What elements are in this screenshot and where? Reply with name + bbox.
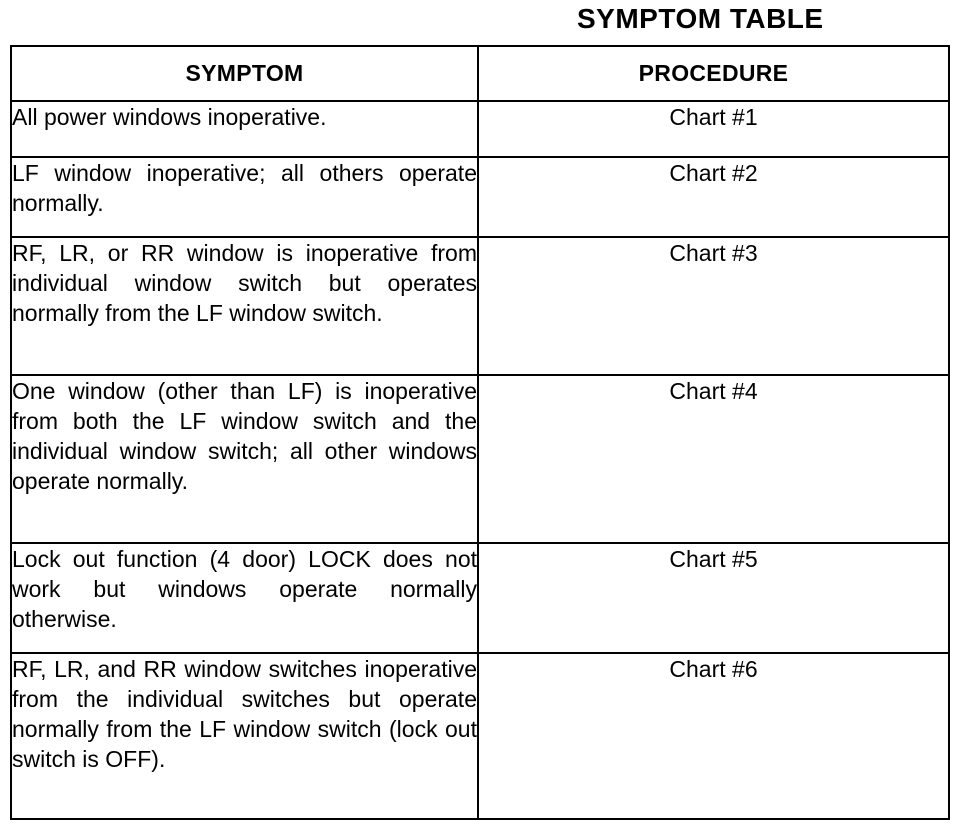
table-row [11, 653, 949, 819]
table-row [11, 375, 949, 543]
symptom-cell: All power windows inoperative. [11, 101, 478, 157]
procedure-cell: Chart #2 [478, 157, 949, 237]
header-row [11, 46, 949, 101]
procedure-column-header: PROCEDURE [478, 46, 949, 101]
procedure-cell: Chart #6 [478, 653, 949, 819]
procedure-cell: Chart #5 [478, 543, 949, 653]
table-row [11, 237, 949, 375]
symptom-table [10, 45, 950, 820]
table-row [11, 101, 949, 157]
table-row [11, 543, 949, 653]
procedure-cell: Chart #1 [478, 101, 949, 157]
procedure-cell: Chart #4 [478, 375, 949, 543]
symptom-cell: One window (other than LF) is inoperative from both the LF window switch and the individual window switch; all other windows operate normally. [11, 375, 478, 543]
page-title: SYMPTOM TABLE [577, 3, 824, 34]
table-row [11, 157, 949, 237]
symptom-cell: Lock out function (4 door) LOCK does not work but windows operate normally otherwise. [11, 543, 478, 653]
symptom-cell: RF, LR, and RR window switches inoperative from the individual switches but operate normally from the LF window switch (lock out switch is OFF). [11, 653, 478, 819]
symptom-cell: LF window inoperative; all others operate normally. [11, 157, 478, 237]
symptom-cell: RF, LR, or RR window is inoperative from individual window switch but operates normally from the LF window switch. [11, 237, 478, 375]
symptom-column-header: SYMPTOM [11, 46, 478, 101]
procedure-cell: Chart #3 [478, 237, 949, 375]
